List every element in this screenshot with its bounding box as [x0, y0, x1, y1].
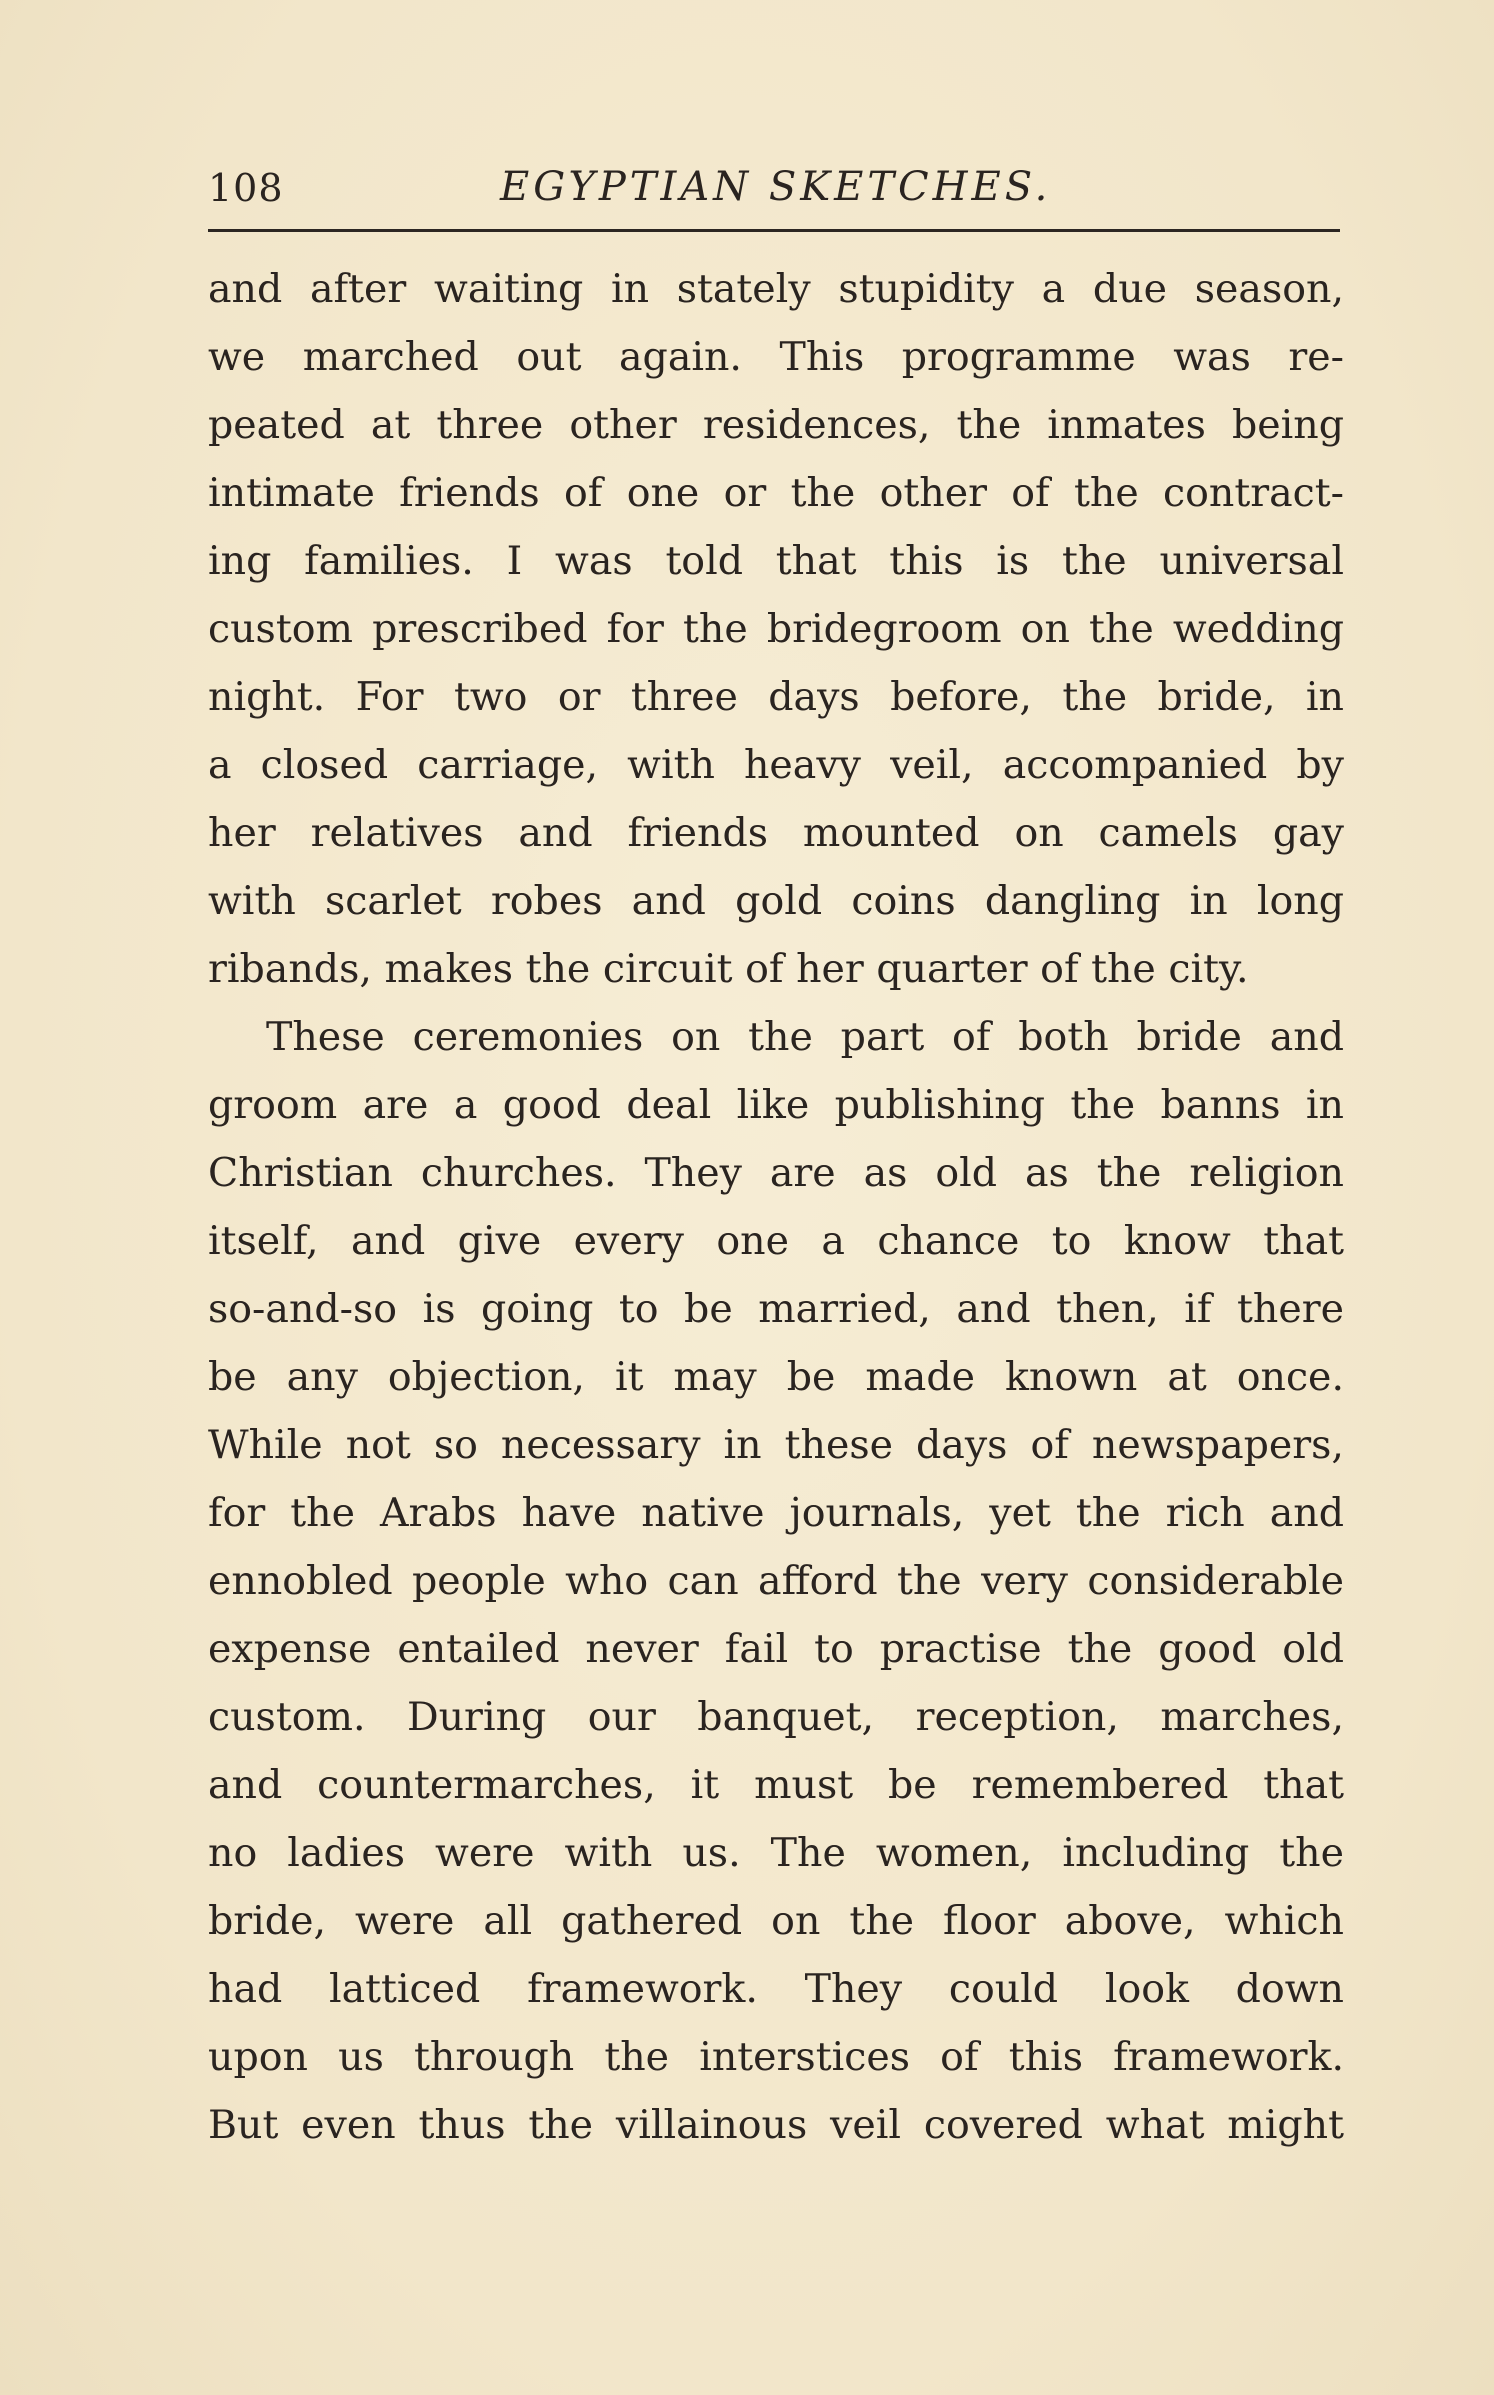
- body-text: [208, 255, 1344, 2159]
- text-line: expense entailed never fail to practise the good old: [208, 1626, 1344, 1672]
- text-line: and countermarches, it must be remembered that: [208, 1762, 1344, 1808]
- text-line: These ceremonies on the part of both bride and: [266, 1014, 1344, 1060]
- text-line: Christian churches. They are as old as the religion: [208, 1150, 1344, 1196]
- text-line: itself, and give every one a chance to know that: [208, 1218, 1344, 1264]
- text-line: and after waiting in stately stupidity a due season,: [208, 266, 1344, 312]
- text-line: peated at three other residences, the inmates being: [208, 402, 1344, 448]
- text-line: had latticed framework. They could look down: [208, 1966, 1344, 2012]
- text-line: no ladies were with us. The women, including the: [208, 1830, 1344, 1876]
- text-line: groom are a good deal like publishing the banns in: [208, 1082, 1344, 1128]
- text-line: custom prescribed for the bridegroom on the wedding: [208, 606, 1344, 652]
- text-line: upon us through the interstices of this framework.: [208, 2034, 1344, 2080]
- text-line: But even thus the villainous veil covered what might: [208, 2102, 1344, 2148]
- header-rule: [208, 229, 1340, 232]
- running-head: EGYPTIAN SKETCHES.: [500, 164, 1052, 210]
- text-line: we marched out again. This programme was re-: [208, 334, 1344, 380]
- text-line: custom. During our banquet, reception, marches,: [208, 1694, 1344, 1740]
- text-line: ennobled people who can afford the very considerable: [208, 1558, 1344, 1604]
- text-line: night. For two or three days before, the bride, in: [208, 674, 1344, 720]
- text-line: for the Arabs have native journals, yet the rich and: [208, 1490, 1344, 1536]
- text-line: with scarlet robes and gold coins dangling in long: [208, 878, 1344, 924]
- page-header: [208, 160, 1348, 220]
- text-line: a closed carriage, with heavy veil, accompanied by: [208, 742, 1344, 788]
- text-line: intimate friends of one or the other of the contract-: [208, 470, 1344, 516]
- text-line: her relatives and friends mounted on camels gay: [208, 810, 1344, 856]
- text-line: ing families. I was told that this is the universal: [208, 538, 1344, 584]
- text-line: While not so necessary in these days of newspapers,: [208, 1422, 1344, 1468]
- page-number: 108: [208, 166, 284, 210]
- text-line: ribands, makes the circuit of her quarter of the city.: [208, 946, 1249, 992]
- text-line: bride, were all gathered on the floor above, which: [208, 1898, 1344, 1944]
- text-line: so-and-so is going to be married, and then, if there: [208, 1286, 1344, 1332]
- text-line: be any objection, it may be made known at once.: [208, 1354, 1344, 1400]
